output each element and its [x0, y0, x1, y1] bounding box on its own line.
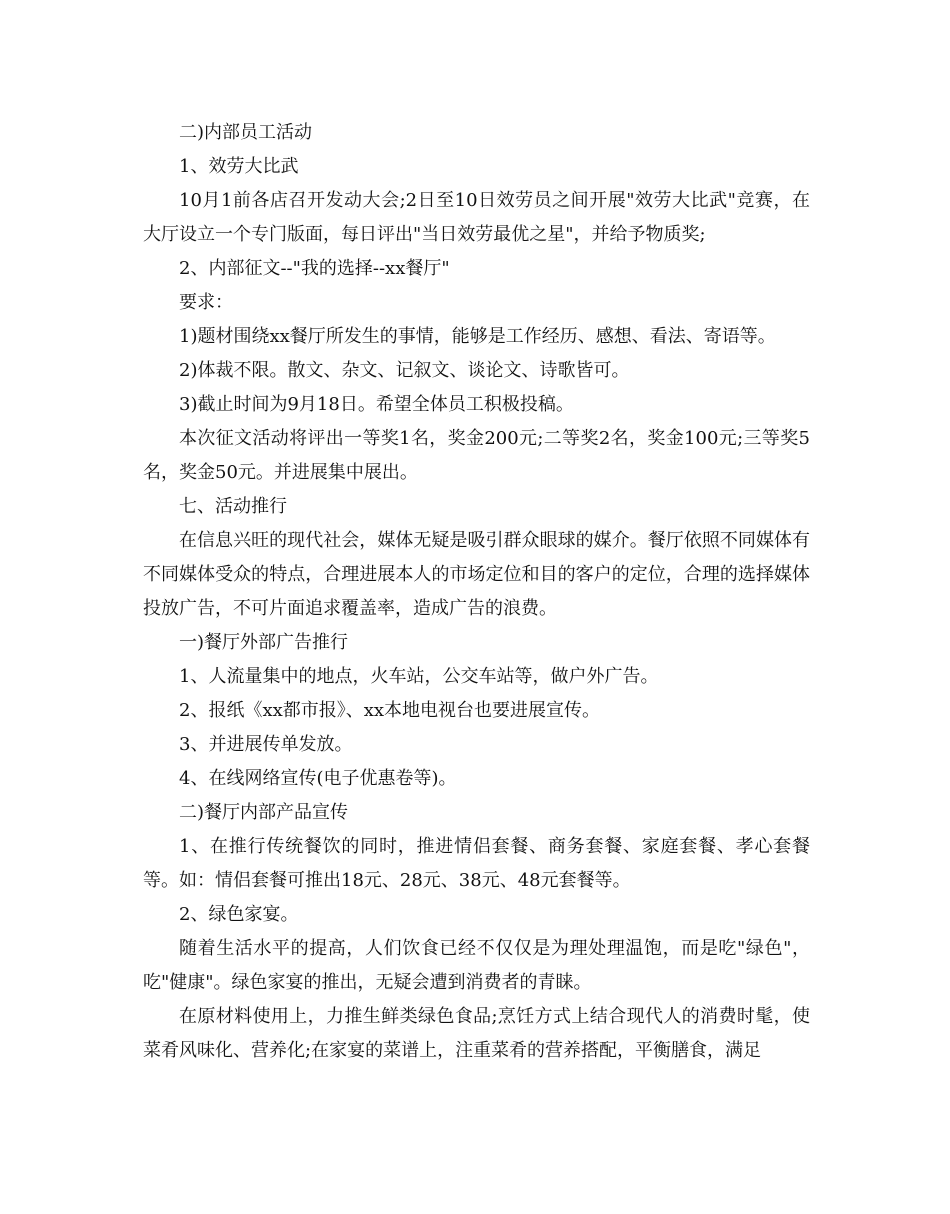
section-heading-internal-activities: 二)内部员工活动	[179, 122, 313, 143]
section-heading-promotion: 七、活动推行	[179, 496, 287, 517]
item-online-promotion: 4、在线网络宣传(电子优惠卷等)。	[179, 768, 457, 789]
paragraph-green-trend: 随着生活水平的提高，人们饮食已经不仅仅是为理处理温饱，而是吃"绿色"，吃"健康"。绿色家宴的推出，无疑会遭到消费者的青睐。	[143, 938, 810, 993]
document-body	[143, 116, 810, 1068]
item-flyers: 3、并进展传单发放。	[179, 734, 353, 755]
item-newspaper-tv: 2、报纸《xx都市报》、xx本地电视台也要进展宣传。	[179, 700, 601, 721]
item-service-competition: 1、效劳大比武	[179, 156, 299, 177]
paragraph-media-strategy: 在信息兴旺的现代社会，媒体无疑是吸引群众眼球的媒介。餐厅依照不同媒体有不同媒体受众的特点，合理进展本人的市场定位和目的客户的定位，合理的选择媒体投放广告，不可片面追求覆盖率，造成广告的浪费。	[143, 530, 810, 619]
item-essay-contest: 2、内部征文--"我的选择--xx餐厅"	[179, 258, 450, 279]
paragraph-prizes: 本次征文活动将评出一等奖1名，奖金200元;二等奖2名，奖金100元;三等奖5名，奖金50元。并进展集中展出。	[143, 428, 810, 483]
item-set-meals: 1、在推行传统餐饮的同时，推进情侣套餐、商务套餐、家庭套餐、孝心套餐等。如：情侣套餐可推出18元、28元、38元、48元套餐等。	[143, 836, 810, 891]
subheading-external-ads: 一)餐厅外部广告推行	[179, 632, 349, 653]
requirements-label: 要求：	[179, 292, 233, 313]
item-outdoor-ads: 1、人流量集中的地点，火车站，公交车站等，做户外广告。	[179, 666, 659, 687]
requirement-deadline: 3)截止时间为9月18日。希望全体员工积极投稿。	[179, 394, 574, 415]
requirement-topic: 1)题材围绕xx餐厅所发生的事情，能够是工作经历、感想、看法、寄语等。	[179, 326, 776, 347]
item-green-banquet: 2、绿色家宴。	[179, 904, 299, 925]
paragraph-competition-details: 10月1前各店召开发动大会;2日至10日效劳员之间开展"效劳大比武"竞赛，在大厅设立一个专门版面，每日评出"当日效劳最优之星"，并给予物质奖;	[143, 190, 810, 245]
requirement-genre: 2)体裁不限。散文、杂文、记叙文、谈论文、诗歌皆可。	[179, 360, 630, 381]
subheading-internal-products: 二)餐厅内部产品宣传	[179, 802, 349, 823]
paragraph-ingredients: 在原材料使用上，力推生鲜类绿色食品;烹饪方式上结合现代人的消费时髦，使菜肴风味化、营养化;在家宴的菜谱上，注重菜肴的营养搭配，平衡膳食，满足	[143, 1006, 810, 1061]
